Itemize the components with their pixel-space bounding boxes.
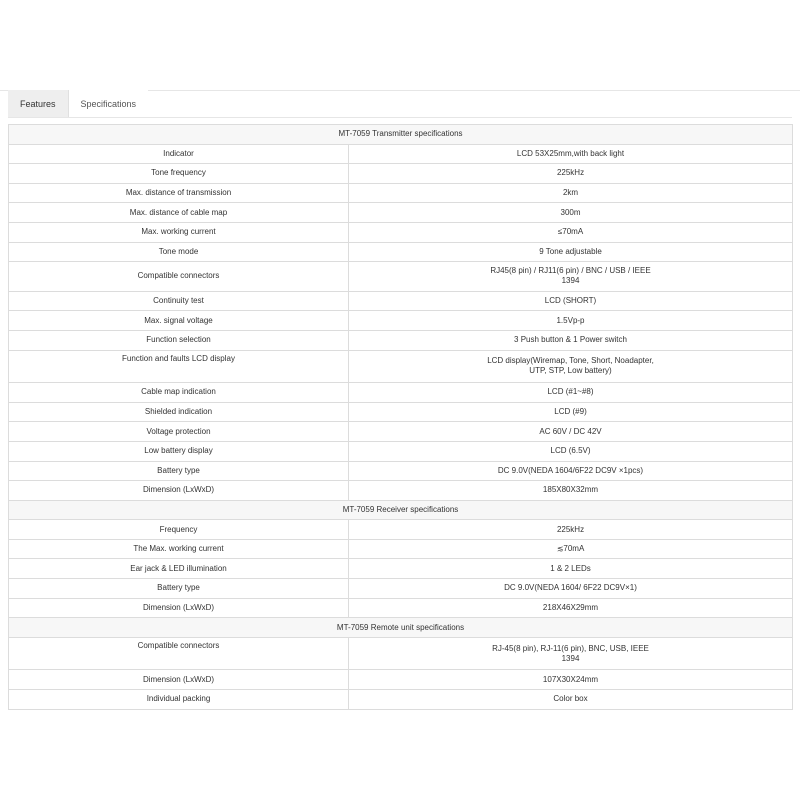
table-row — [9, 579, 793, 599]
table-row — [9, 402, 793, 422]
tab-bar — [8, 90, 148, 118]
table-row — [9, 520, 793, 540]
table-row — [9, 690, 793, 710]
spec-value: 225kHz — [349, 164, 793, 184]
spec-label: Frequency — [9, 520, 349, 540]
spec-label: Low battery display — [9, 441, 349, 461]
spec-label: Shielded indication — [9, 402, 349, 422]
spec-label: Tone frequency — [9, 164, 349, 184]
spec-label: Max. working current — [9, 222, 349, 242]
tab-specifications[interactable]: Specifications — [69, 90, 149, 118]
spec-value: DC 9.0V(NEDA 1604/6F22 DC9V ×1pcs) — [349, 461, 793, 481]
spec-label: Continuity test — [9, 291, 349, 311]
table-row — [9, 441, 793, 461]
spec-label: Dimension (LxWxD) — [9, 481, 349, 501]
spec-value — [349, 637, 793, 670]
spec-value: 225kHz — [349, 520, 793, 540]
table-row — [9, 539, 793, 559]
spec-label: Max. distance of cable map — [9, 203, 349, 223]
table-row — [9, 222, 793, 242]
spec-value: 9 Tone adjustable — [349, 242, 793, 262]
spec-value: 3 Push button & 1 Power switch — [349, 330, 793, 350]
section-header-row — [9, 618, 793, 638]
spec-label: Cable map indication — [9, 383, 349, 403]
spec-label: Max. signal voltage — [9, 311, 349, 331]
section-title: MT-7059 Receiver specifications — [9, 500, 793, 520]
spec-value: DC 9.0V(NEDA 1604/ 6F22 DC9V×1) — [349, 579, 793, 599]
table-row — [9, 598, 793, 618]
tab-divider — [8, 117, 792, 118]
spec-value: ≲70mA — [349, 539, 793, 559]
section-title: MT-7059 Remote unit specifications — [9, 618, 793, 638]
spec-value: 185X80X32mm — [349, 481, 793, 501]
tab-features[interactable]: Features — [8, 90, 69, 118]
specifications-table — [8, 124, 793, 710]
spec-value: LCD (SHORT) — [349, 291, 793, 311]
table-row — [9, 422, 793, 442]
spec-label: Tone mode — [9, 242, 349, 262]
spec-value: Color box — [349, 690, 793, 710]
spec-label: Function selection — [9, 330, 349, 350]
table-row — [9, 203, 793, 223]
table-row — [9, 164, 793, 184]
table-row — [9, 311, 793, 331]
spec-value: LCD 53X25mm,with back light — [349, 144, 793, 164]
section-header-row — [9, 500, 793, 520]
spec-value-text: RJ45(8 pin) / RJ11(6 pin) / BNC / USB / IEEE 1394 — [490, 266, 651, 286]
spec-value: AC 60V / DC 42V — [349, 422, 793, 442]
spec-value: 300m — [349, 203, 793, 223]
spec-label: Voltage protection — [9, 422, 349, 442]
table-row — [9, 291, 793, 311]
table-row — [9, 670, 793, 690]
spec-label: Compatible connectors — [9, 262, 349, 292]
spec-label: Individual packing — [9, 690, 349, 710]
spec-label: Function and faults LCD display — [9, 350, 349, 383]
spec-value: ≤70mA — [349, 222, 793, 242]
table-row — [9, 242, 793, 262]
spec-value: 107X30X24mm — [349, 670, 793, 690]
spec-value: 218X46X29mm — [349, 598, 793, 618]
spec-label: Dimension (LxWxD) — [9, 598, 349, 618]
spec-label: Ear jack & LED illumination — [9, 559, 349, 579]
table-row — [9, 262, 793, 292]
spec-value: LCD (#1~#8) — [349, 383, 793, 403]
spec-label: Dimension (LxWxD) — [9, 670, 349, 690]
spec-value: 2km — [349, 183, 793, 203]
spec-value: 1 & 2 LEDs — [349, 559, 793, 579]
spec-value — [349, 350, 793, 383]
spec-value: LCD (#9) — [349, 402, 793, 422]
spec-value: 1.5Vp-p — [349, 311, 793, 331]
spec-value: LCD (6.5V) — [349, 441, 793, 461]
table-row — [9, 183, 793, 203]
spec-label: Max. distance of transmission — [9, 183, 349, 203]
table-row — [9, 461, 793, 481]
spec-label: Indicator — [9, 144, 349, 164]
spec-value-text: LCD display(Wiremap, Tone, Short, Noadapter, UTP, STP, Low battery) — [487, 356, 654, 376]
spec-label: Compatible connectors — [9, 637, 349, 670]
section-title: MT-7059 Transmitter specifications — [9, 125, 793, 145]
table-row — [9, 383, 793, 403]
spec-value-text: RJ-45(8 pin), RJ-11(6 pin), BNC, USB, IEEE 1394 — [492, 643, 649, 663]
spec-label: Battery type — [9, 461, 349, 481]
table-row — [9, 330, 793, 350]
spec-label: The Max. working current — [9, 539, 349, 559]
section-header-row — [9, 125, 793, 145]
table-row — [9, 637, 793, 670]
table-row — [9, 350, 793, 383]
table-row — [9, 144, 793, 164]
table-row — [9, 559, 793, 579]
table-row — [9, 481, 793, 501]
spec-label: Battery type — [9, 579, 349, 599]
spec-value — [349, 262, 793, 292]
